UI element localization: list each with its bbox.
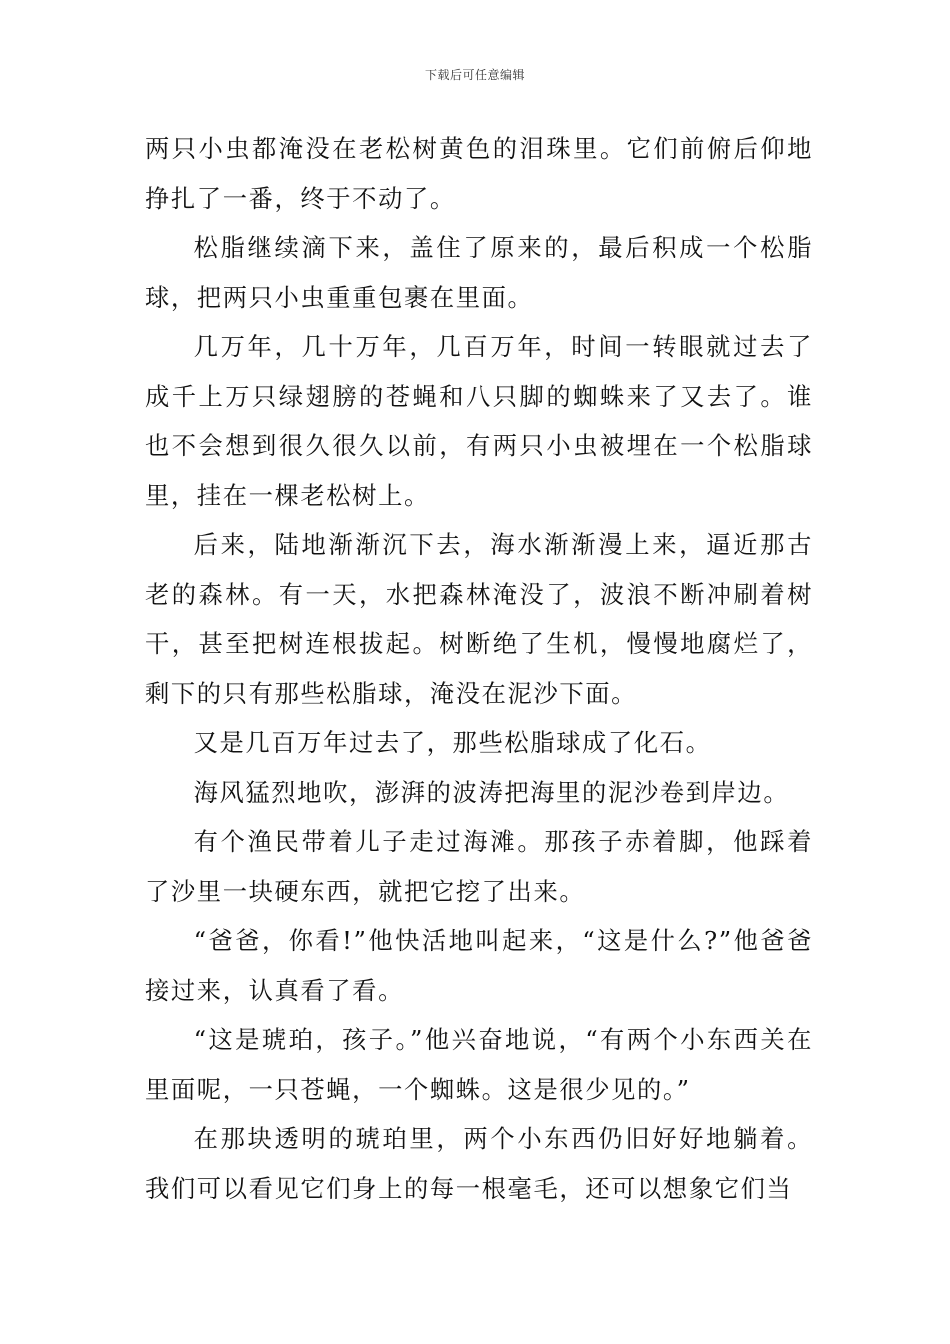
paragraph-7: 有个渔民带着儿子走过海滩。那孩子赤着脚，他踩着了沙里一块硬东西，就把它挖了出来。 <box>145 827 813 906</box>
paragraph-9: “这是琥珀，孩子。”他兴奋地说，“有两个小东西关在里面呢，一只苍蝇，一个蜘蛛。这是很少见的。” <box>145 1025 813 1104</box>
document-body <box>145 124 813 1213</box>
paragraph-10: 在那块透明的琥珀里，两个小东西仍旧好好地躺着。我们可以看见它们身上的每一根毫毛，还可以想象它们当 <box>145 1124 813 1203</box>
paragraph-8: “爸爸，你看!”他快活地叫起来，“这是什么?”他爸爸接过来，认真看了看。 <box>145 926 813 1005</box>
page-header: 下载后可任意编辑 <box>424 68 525 82</box>
paragraph-3: 几万年，几十万年，几百万年，时间一转眼就过去了成千上万只绿翅膀的苍蝇和八只脚的蜘蛛来了又去了。谁也不会想到很久很久以前，有两只小虫被埋在一个松脂球里，挂在一棵老松树上。 <box>145 332 813 510</box>
paragraph-5: 又是几百万年过去了，那些松脂球成了化石。 <box>193 728 712 757</box>
paragraph-4: 后来，陆地渐渐沉下去，海水渐渐漫上来，逼近那古老的森林。有一天，水把森林淹没了，波浪不断冲刷着树干，甚至把树连根拔起。树断绝了生机，慢慢地腐烂了，剩下的只有那些松脂球，淹没在泥沙下面。 <box>145 530 813 708</box>
paragraph-1: 两只小虫都淹没在老松树黄色的泪珠里。它们前俯后仰地挣扎了一番，终于不动了。 <box>145 134 813 213</box>
paragraph-6: 海风猛烈地吹，澎湃的波涛把海里的泥沙卷到岸边。 <box>193 777 790 807</box>
paragraph-2: 松脂继续滴下来，盖住了原来的，最后积成一个松脂球，把两只小虫重重包裹在里面。 <box>145 233 813 312</box>
